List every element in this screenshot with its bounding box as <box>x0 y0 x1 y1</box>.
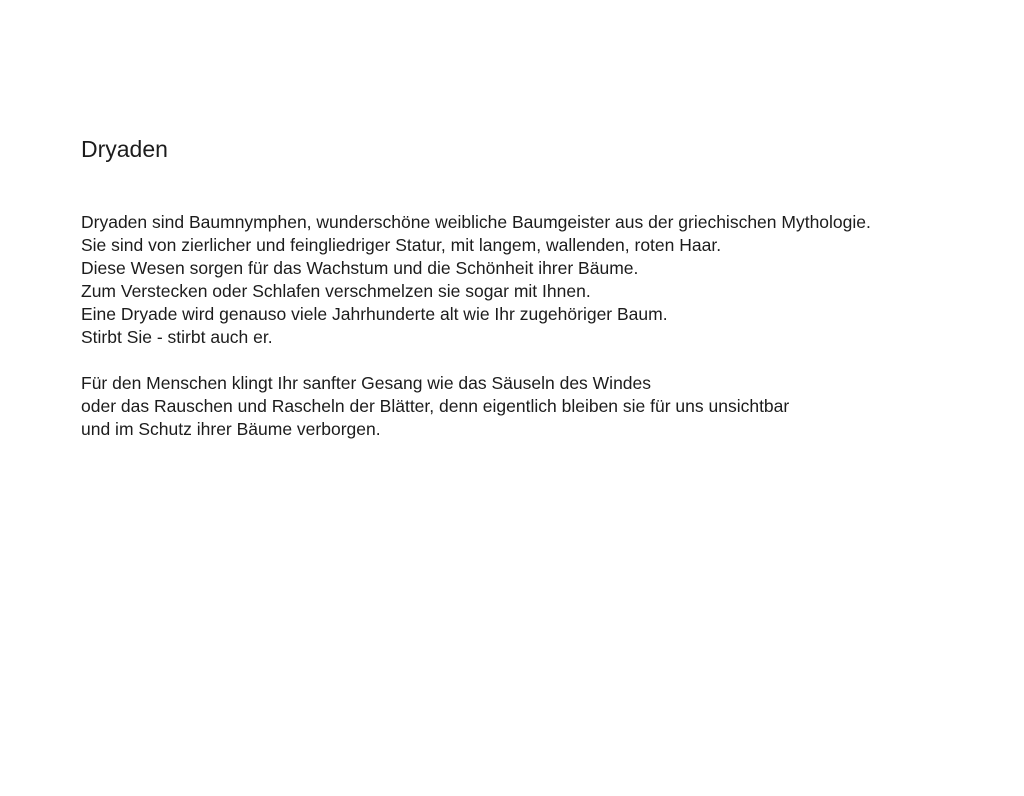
page-title: Dryaden <box>81 136 168 162</box>
text-line: Für den Menschen klingt Ihr sanfter Gesang wie das Säuseln des Windes <box>81 373 652 393</box>
text-line: Dryaden sind Baumnymphen, wunderschöne weibliche Baumgeister aus der griechischen Mythologie. <box>81 212 871 232</box>
text-line: und im Schutz ihrer Bäume verborgen. <box>81 419 381 439</box>
paragraph-intro <box>81 211 981 349</box>
text-line: Stirbt Sie - stirbt auch er. <box>81 327 273 347</box>
text-line: oder das Rauschen und Rascheln der Blätter, denn eigentlich bleiben sie für uns unsichtbar <box>81 396 790 416</box>
text-line: Zum Verstecken oder Schlafen verschmelzen sie sogar mit Ihnen. <box>81 281 591 301</box>
text-line: Eine Dryade wird genauso viele Jahrhunderte alt wie Ihr zugehöriger Baum. <box>81 304 668 324</box>
text-line: Diese Wesen sorgen für das Wachstum und die Schönheit ihrer Bäume. <box>81 258 639 278</box>
text-line: Sie sind von zierlicher und feingliedriger Statur, mit langem, wallenden, roten Haar. <box>81 235 722 255</box>
paragraph-outro <box>81 372 981 441</box>
document-body <box>81 211 981 464</box>
